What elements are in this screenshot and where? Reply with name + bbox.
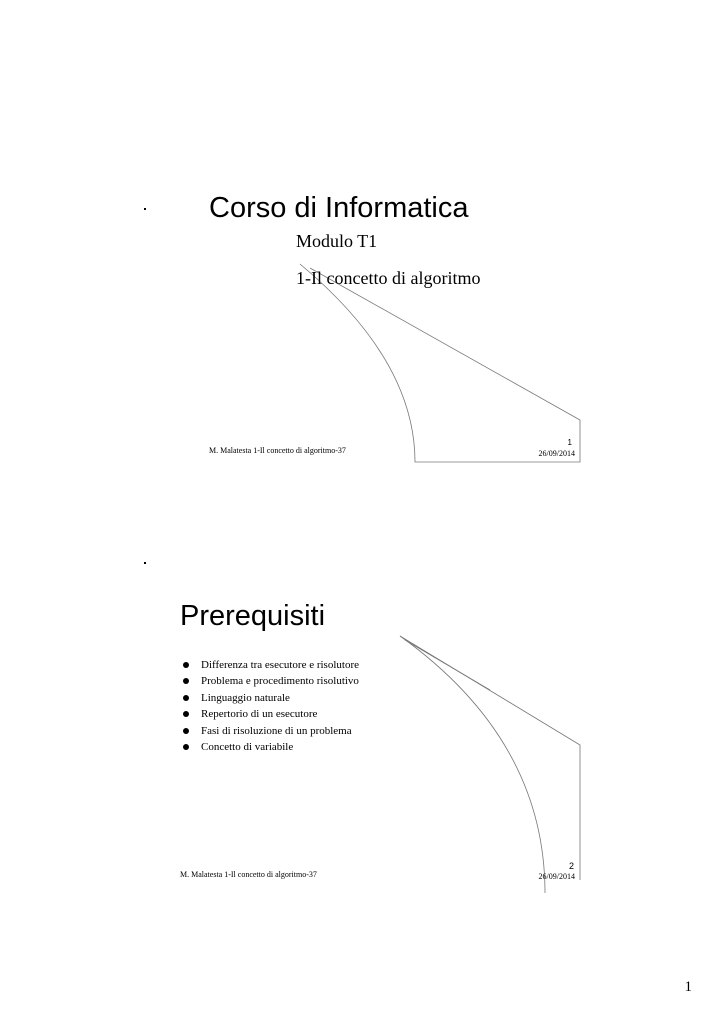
- slide1-corner-mark: [144, 208, 146, 210]
- list-item-text: Linguaggio naturale: [201, 691, 290, 704]
- bullet-icon: [183, 711, 189, 717]
- bullet-icon: [183, 678, 189, 684]
- list-item-text: Problema e procedimento risolutivo: [201, 675, 359, 688]
- slide2-frame: [400, 636, 580, 880]
- bullet-icon: [183, 695, 189, 701]
- slide2-corner-mark: [144, 562, 146, 564]
- list-item: [182, 657, 359, 673]
- list-item-text: Concetto di variabile: [201, 740, 294, 753]
- list-item: [182, 706, 359, 722]
- slide2-date: 26/09/2014: [538, 872, 575, 881]
- bullet-icon: [183, 728, 189, 734]
- list-item: [182, 723, 359, 739]
- slide1-number: 1: [567, 438, 572, 447]
- slide1-title: Corso di Informatica: [209, 192, 469, 224]
- slide1-footer: M. Malatesta 1-Il concetto di algoritmo-37: [209, 446, 346, 455]
- prerequisites-list: [182, 657, 359, 755]
- slide2-inner: [405, 640, 490, 690]
- list-item-text: Repertorio di un esecutore: [201, 708, 318, 721]
- bullet-icon: [183, 662, 189, 668]
- list-item: [182, 690, 359, 706]
- slide1-curve: [300, 264, 580, 462]
- slide1-topic: 1-Il concetto di algoritmo: [296, 268, 481, 288]
- slide1-subtitle: Modulo T1: [296, 231, 378, 251]
- list-item: [182, 739, 359, 755]
- list-item: [182, 673, 359, 689]
- slide1-date: 26/09/2014: [538, 449, 575, 458]
- list-item-text: Fasi di risoluzione di un problema: [201, 724, 352, 737]
- list-item-text: Differenza tra esecutore e risolutore: [201, 659, 359, 671]
- bullet-icon: [183, 744, 189, 750]
- slide2-title: Prerequisiti: [180, 600, 326, 632]
- page-number: 1: [684, 979, 692, 995]
- slide2-footer: M. Malatesta 1-Il concetto di algoritmo-37: [180, 870, 317, 879]
- slide2-number: 2: [568, 861, 574, 871]
- slide2-curve: [400, 636, 545, 893]
